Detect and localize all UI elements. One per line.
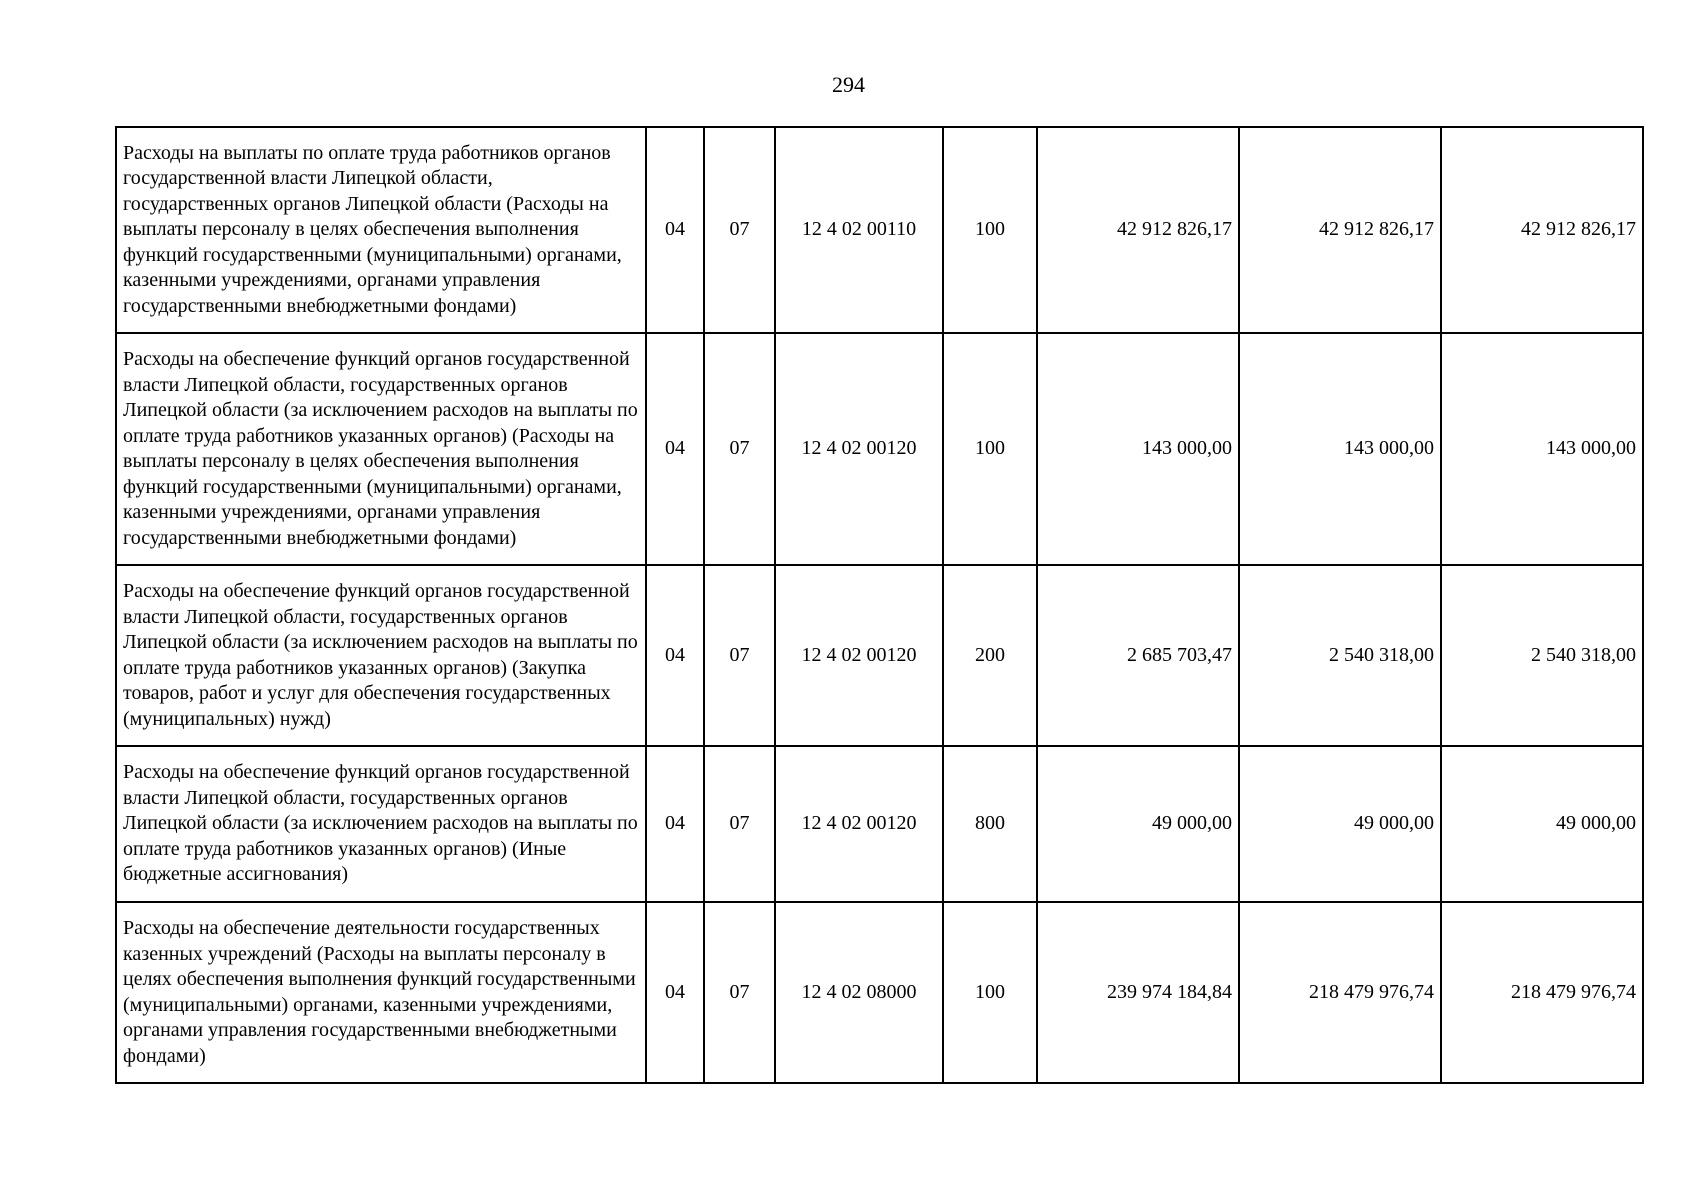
amount-2-cell: 218 479 976,74 [1239, 902, 1441, 1083]
subsection-code-cell: 07 [704, 333, 775, 565]
amount-1-cell: 239 974 184,84 [1037, 902, 1239, 1083]
amount-2-cell: 42 912 826,17 [1239, 127, 1441, 333]
table-row [116, 902, 1643, 1083]
table-row [116, 746, 1643, 902]
amount-1-cell: 143 000,00 [1037, 333, 1239, 565]
section-code-cell: 04 [646, 902, 704, 1083]
subsection-code-cell: 07 [704, 746, 775, 902]
table-row [116, 565, 1643, 746]
section-code-cell: 04 [646, 746, 704, 902]
section-code-cell: 04 [646, 127, 704, 333]
section-code-cell: 04 [646, 333, 704, 565]
expense-name-cell: Расходы на обеспечение функций органов государственной власти Липецкой области, государственных органов Липецкой области (за исключением расходов на выплаты по оплате труда работников указанных органов) (Закупка товаров, работ и услуг для обеспечения государственных (муниципальных) нужд) [116, 565, 646, 746]
section-code-cell: 04 [646, 565, 704, 746]
amount-3-cell: 42 912 826,17 [1441, 127, 1643, 333]
expense-name-cell: Расходы на обеспечение деятельности государственных казенных учреждений (Расходы на выплаты персоналу в целях обеспечения выполнения функций государственными (муниципальными) органами, казенными учреждениями, органами управления государственными внебюджетными фондами) [116, 902, 646, 1083]
amount-3-cell: 49 000,00 [1441, 746, 1643, 902]
page-number: 294 [832, 72, 865, 97]
amount-1-cell: 2 685 703,47 [1037, 565, 1239, 746]
expense-type-cell: 800 [943, 746, 1037, 902]
table-row [116, 333, 1643, 565]
subsection-code-cell: 07 [704, 902, 775, 1083]
target-article-cell: 12 4 02 08000 [775, 902, 943, 1083]
expense-type-cell: 200 [943, 565, 1037, 746]
expense-type-cell: 100 [943, 127, 1037, 333]
target-article-cell: 12 4 02 00120 [775, 565, 943, 746]
expense-type-cell: 100 [943, 902, 1037, 1083]
amount-2-cell: 2 540 318,00 [1239, 565, 1441, 746]
target-article-cell: 12 4 02 00120 [775, 333, 943, 565]
target-article-cell: 12 4 02 00120 [775, 746, 943, 902]
expense-name-cell: Расходы на обеспечение функций органов государственной власти Липецкой области, государственных органов Липецкой области (за исключением расходов на выплаты по оплате труда работников указанных органов) (Иные бюджетные ассигнования) [116, 746, 646, 902]
amount-1-cell: 42 912 826,17 [1037, 127, 1239, 333]
amount-3-cell: 218 479 976,74 [1441, 902, 1643, 1083]
subsection-code-cell: 07 [704, 127, 775, 333]
expense-type-cell: 100 [943, 333, 1037, 565]
expense-name-cell: Расходы на выплаты по оплате труда работников органов государственной власти Липецкой области, государственных органов Липецкой области (Расходы на выплаты персоналу в целях обеспечения выполнения функций государственными (муниципальными) органами, казенными учреждениями, органами управления государственными внебюджетными фондами) [116, 127, 646, 333]
expense-name-cell: Расходы на обеспечение функций органов государственной власти Липецкой области, государственных органов Липецкой области (за исключением расходов на выплаты по оплате труда работников указанных органов) (Расходы на выплаты персоналу в целях обеспечения выполнения функций государственными (муниципальными) органами, казенными учреждениями, органами управления государственными внебюджетными фондами) [116, 333, 646, 565]
amount-2-cell: 49 000,00 [1239, 746, 1441, 902]
amount-1-cell: 49 000,00 [1037, 746, 1239, 902]
target-article-cell: 12 4 02 00110 [775, 127, 943, 333]
budget-table [115, 126, 1644, 1084]
table-row [116, 127, 1643, 333]
amount-3-cell: 2 540 318,00 [1441, 565, 1643, 746]
amount-2-cell: 143 000,00 [1239, 333, 1441, 565]
subsection-code-cell: 07 [704, 565, 775, 746]
amount-3-cell: 143 000,00 [1441, 333, 1643, 565]
